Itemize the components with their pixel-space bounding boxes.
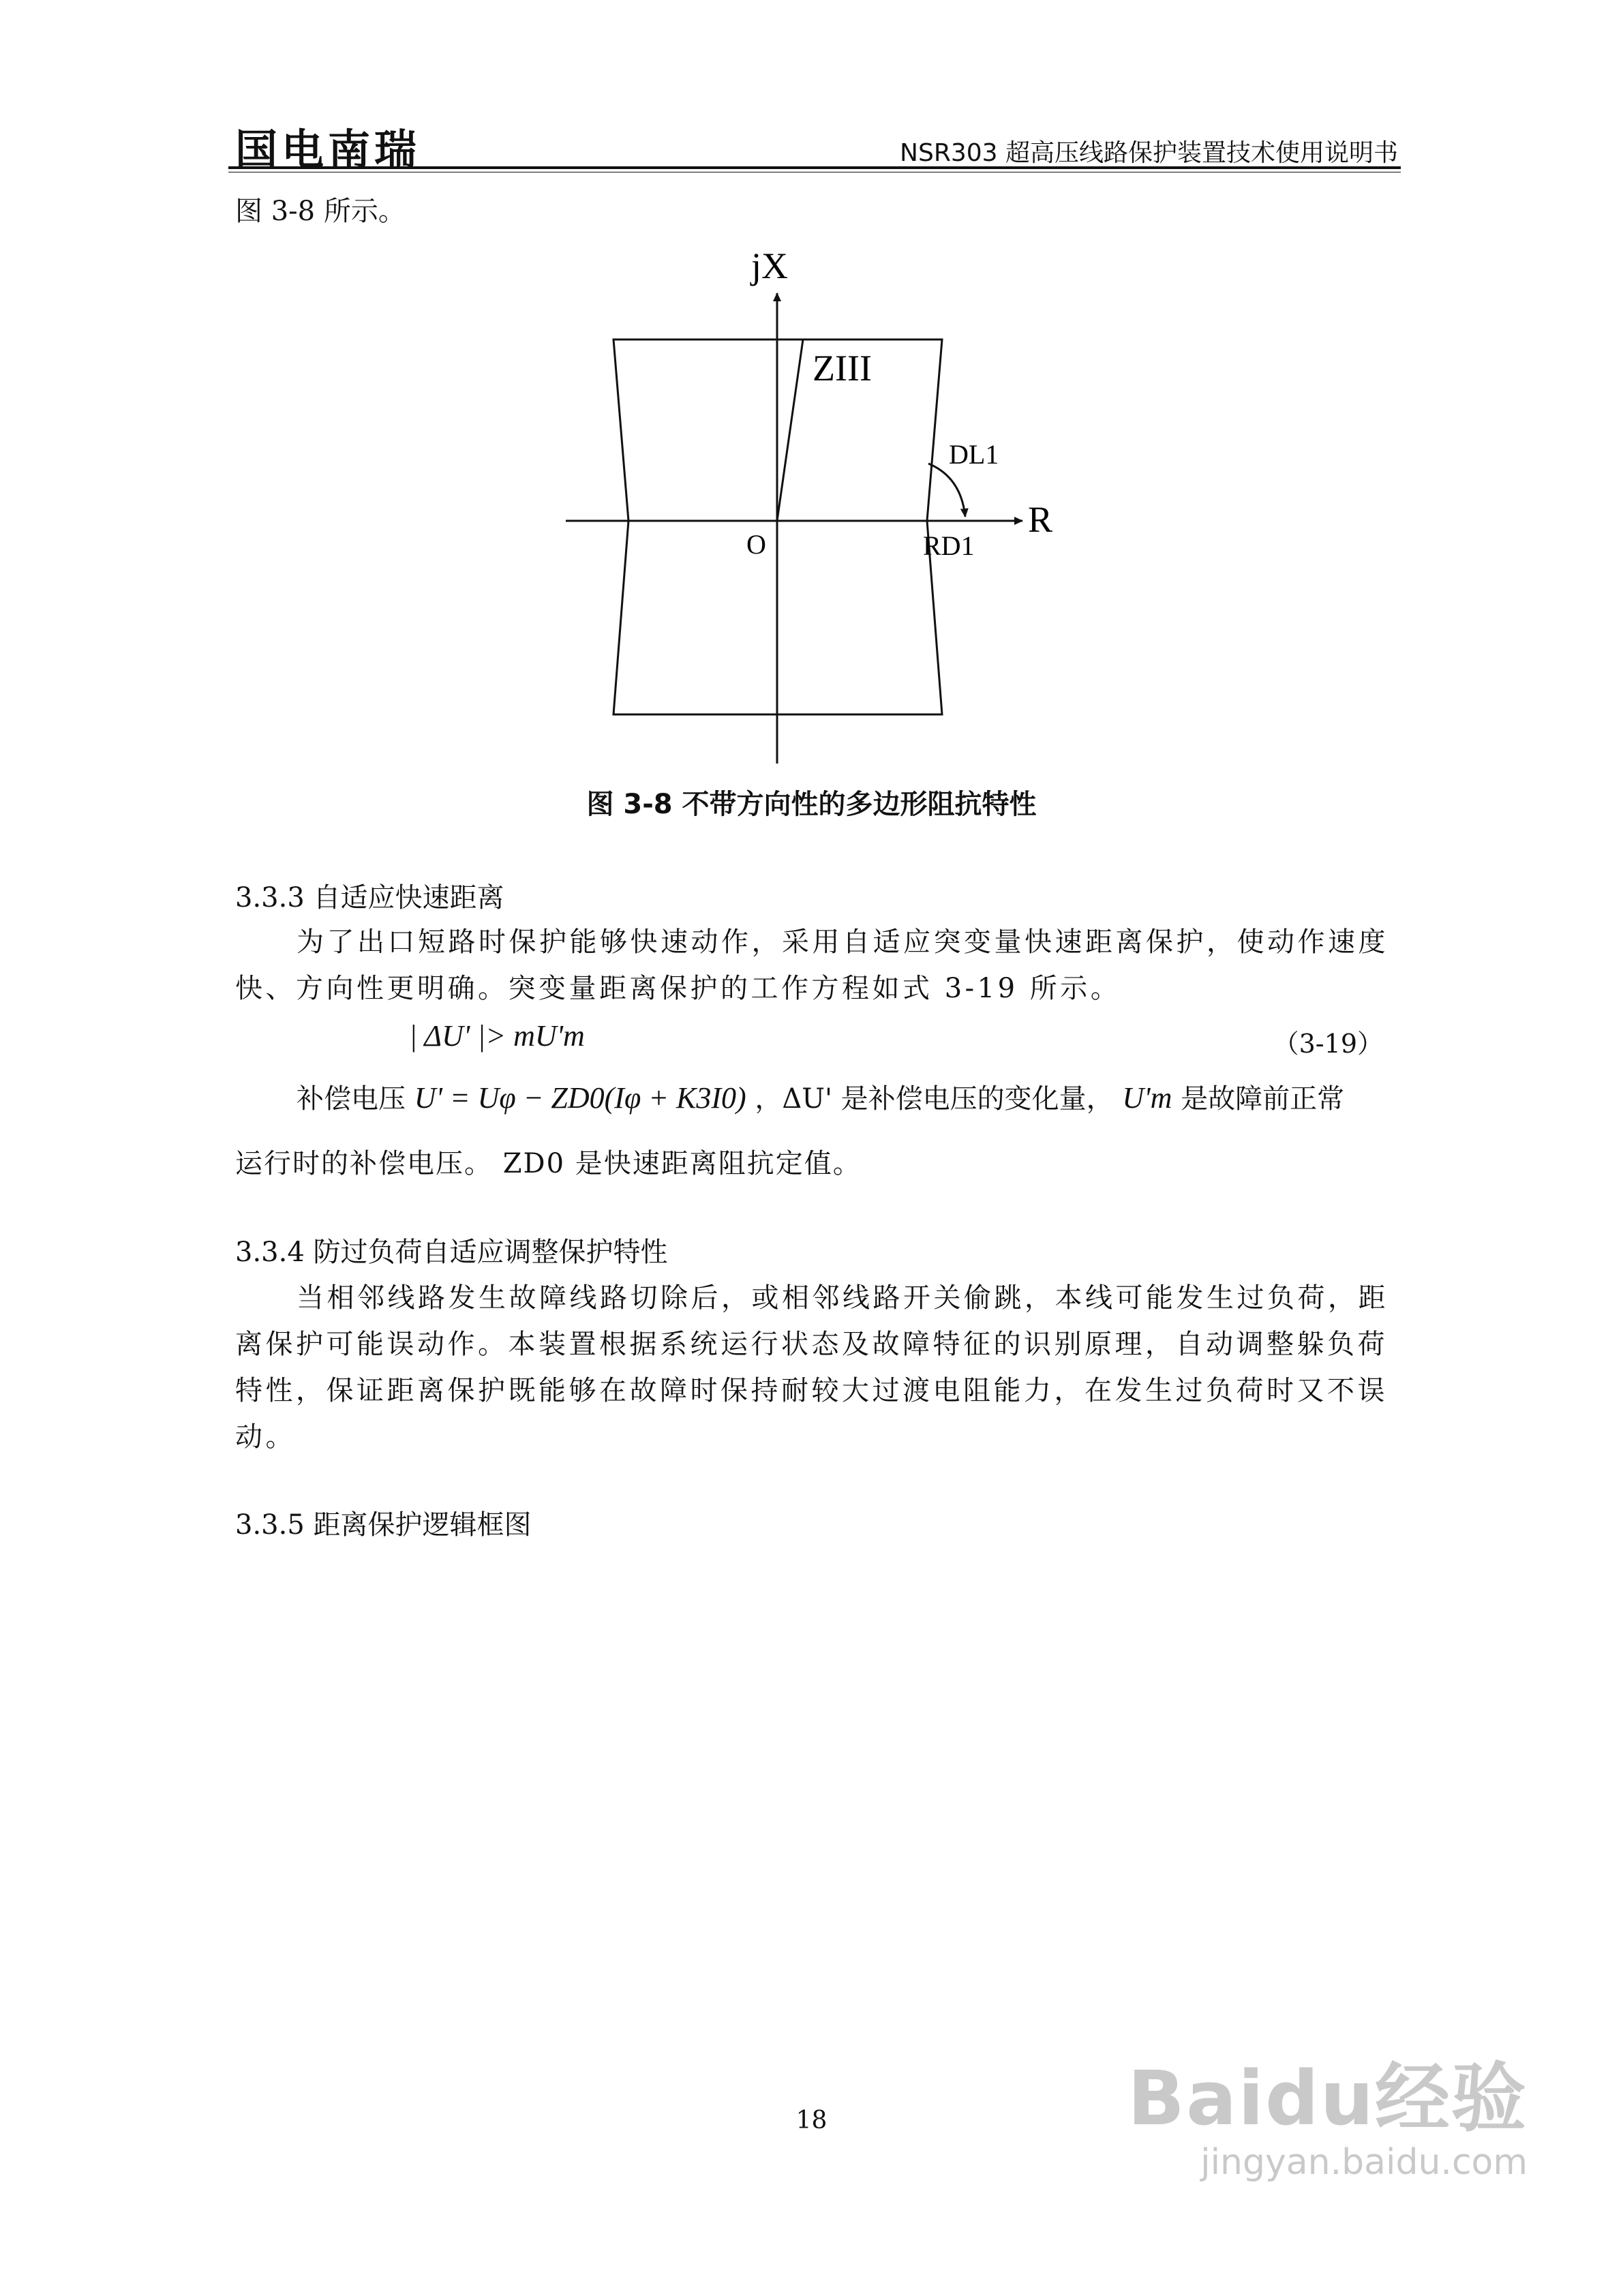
compensation-voltage-formula: U' = Uφ − ZD0(Iφ + K3I0) (414, 1081, 746, 1115)
section-334-heading: 3.3.4 防过负荷自适应调整保护特性 (235, 1237, 668, 1268)
watermark-sub: jingyan.baidu.com (1200, 2142, 1528, 2183)
para2-suffix: 是故障前正常 (1181, 1083, 1345, 1115)
para2-middle: ，ΔU' 是补偿电压的变化量， (755, 1083, 1114, 1115)
section-333-para2-line1 (297, 1077, 1344, 1116)
section-334-line2: 离保护可能误动作。本装置根据系统运行状态及故障特征的识别原理，自动调整躲负荷 (235, 1329, 1388, 1360)
watermark-main: Baidu经验 (1127, 2055, 1528, 2142)
ziii-label: ZIII (813, 348, 872, 389)
impedance-diagram (532, 245, 1077, 777)
section-334-line1: 当相邻线路发生故障线路切除后，或相邻线路开关偷跳，本线可能发生过负荷，距 (297, 1282, 1389, 1314)
origin-label: O (746, 529, 766, 560)
section-335-heading: 3.3.5 距离保护逻辑框图 (235, 1509, 532, 1541)
company-logo: 国电南瑞 (235, 125, 421, 175)
watermark (1127, 2038, 1528, 2183)
intro-line: 图 3-8 所示。 (235, 196, 406, 227)
axis-x-label: R (1028, 499, 1053, 540)
axis-y-label: jX (751, 245, 788, 286)
section-333-para1-line2: 快、方向性更明确。突变量距离保护的工作方程如式 3-19 所示。 (235, 973, 1121, 1004)
equation-number: （3-19） (1273, 1029, 1383, 1059)
section-333-para1-line1: 为了出口短路时保护能够快速动作，采用自适应突变量快速距离保护，使动作速度 (297, 926, 1389, 958)
section-334-line3: 特性，保证距离保护既能够在故障时保持耐较大过渡电阻能力，在发生过负荷时又不误 (235, 1375, 1388, 1406)
ziii-line (777, 339, 803, 521)
equation-3-19: | ΔU' |> mU'm (409, 1019, 585, 1053)
section-333-para2-line2: 运行时的补偿电压。 ZD0 是快速距离阻抗定值。 (235, 1148, 862, 1179)
section-334-line4: 动。 (235, 1421, 296, 1453)
para2-prefix: 补偿电压 (297, 1083, 406, 1115)
rd1-label: RD1 (923, 530, 975, 561)
page-number: 18 (795, 2106, 828, 2134)
section-333-heading: 3.3.3 自适应快速距离 (235, 882, 504, 913)
dl1-label: DL1 (949, 439, 999, 470)
figure-caption: 图 3-8 不带方向性的多边形阻抗特性 (586, 789, 1037, 820)
dl1-angle-arc (928, 464, 965, 517)
header-rule (228, 166, 1401, 169)
prefault-voltage-symbol: U'm (1122, 1081, 1172, 1115)
document-title: NSR303 超高压线路保护装置技术使用说明书 (900, 139, 1398, 167)
